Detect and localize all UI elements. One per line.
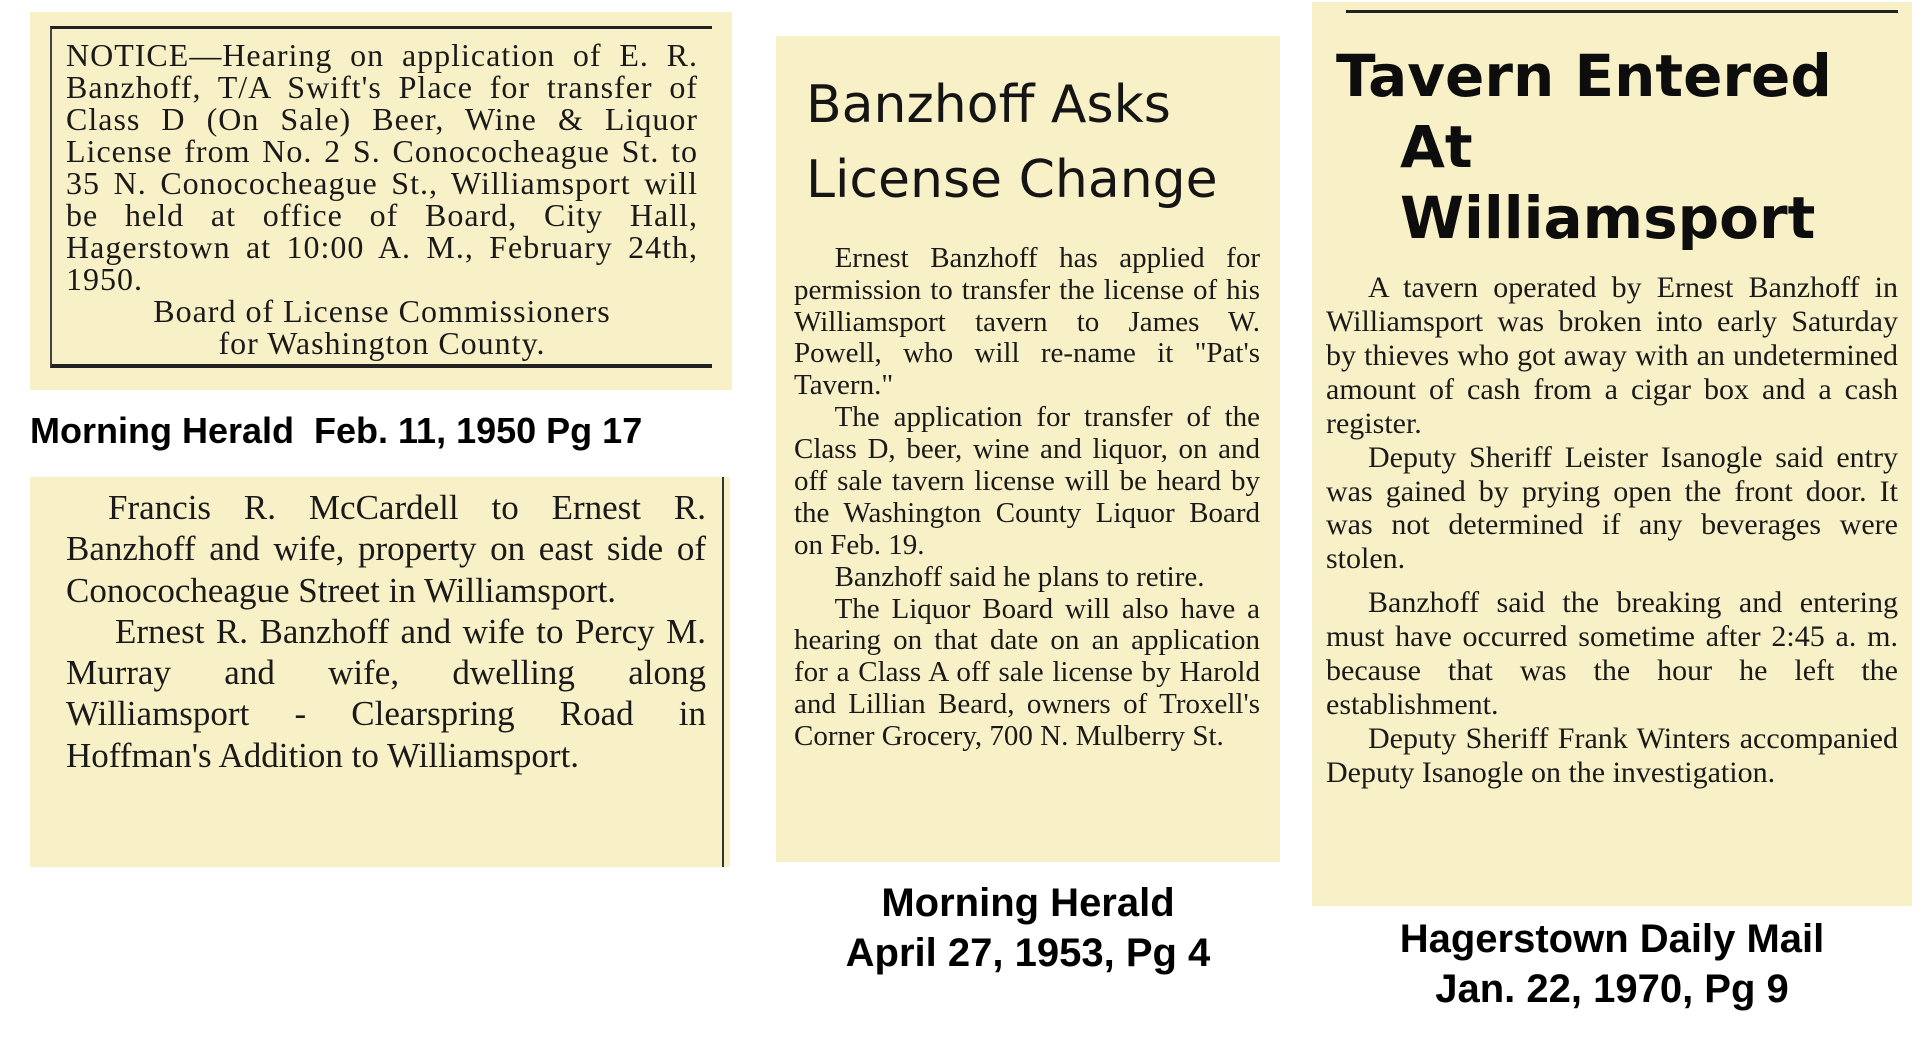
tavern-paragraph-4: Deputy Sheriff Frank Winters accompanied Deputy Isanogle on the investigation. [1326,721,1898,789]
tavern-clipping [1312,2,1912,906]
license-caption-line2: April 27, 1953, Pg 4 [845,931,1211,975]
license-headline: Banzhoff Asks License Change [806,75,1218,211]
tavern-headline-line2: At Williamsport [1400,112,1816,252]
tavern-caption-line2: Jan. 22, 1970, Pg 9 [1435,967,1789,1011]
deed-paragraph-2: Ernest R. Banzhoff and wife to Percy M. Murray and wife, dwelling along Williamsport - Clearspring Road in Hoffman's Addition to Williamsport. [66,611,706,775]
license-paragraph-1: Ernest Banzhoff has applied for permission to transfer the license of his Williamsport tavern to James W. Powell, who will re-name it "Pat's Tavern." [794,241,1260,402]
notice-signature-1: Board of License Commissioners [153,293,611,329]
license-paragraph-4: The Liquor Board will also have a hearing on that date on an application for a Class A off sale license by Harold and Lillian Beard, owners of Troxell's Corner Grocery, 700 N. Mulberry St. [794,592,1260,753]
tavern-caption-line1: Hagerstown Daily Mail [1399,917,1825,961]
notice-caption-text: Morning Herald Feb. 11, 1950 Pg 17 [30,410,643,451]
license-caption [776,878,1280,978]
top-rule [1346,10,1898,13]
notice-signature-2: for Washington County. [218,325,546,361]
tavern-headline-line1: Tavern Entered [1336,42,1832,110]
column-rule [722,477,724,867]
license-paragraph-3: Banzhoff said he plans to retire. [834,560,1205,593]
deeds-clipping [30,477,730,867]
tavern-headline [1336,41,1898,253]
notice-text: NOTICE—Hearing on application of E. R. Banzhoff, T/A Swift's Place for transfer of Class D (On Sale) Beer, Wine & Liquor License from No. 2 S. Conococheague St. to 35 N. Conococheague St., Williamsport will be held at office of Board, City Hall, Hagerstown at 10:00 A. M., February 24th, 1950. [66,37,698,297]
deed-paragraph-1: Francis R. McCardell to Ernest R. Banzhoff and wife, property on east side of Conococheague Street in Williamsport. [66,488,706,610]
tavern-paragraph-2: Deputy Sheriff Leister Isanogle said entry was gained by prying open the front door. It was not determined if any beverages were stolen. [1326,440,1898,576]
tavern-caption [1312,914,1912,1014]
notice-box [50,26,712,368]
notice-clipping [30,12,732,390]
tavern-paragraph-1: A tavern operated by Ernest Banzhoff in Williamsport was broken into early Saturday by thieves who got away with an undetermined amount of cash from a cigar box and a cash register. [1326,271,1898,440]
notice-caption [30,408,750,453]
license-caption-line1: Morning Herald [881,881,1175,925]
license-paragraph-2: The application for transfer of the Class D, beer, wine and liquor, on and off sale tavern license will be heard by the Washington County Liquor Board on Feb. 19. [794,401,1260,561]
license-clipping [776,36,1280,862]
tavern-paragraph-3: Banzhoff said the breaking and entering must have occurred sometime after 2:45 a. m. because that was the hour he left the establishment. [1326,586,1898,721]
